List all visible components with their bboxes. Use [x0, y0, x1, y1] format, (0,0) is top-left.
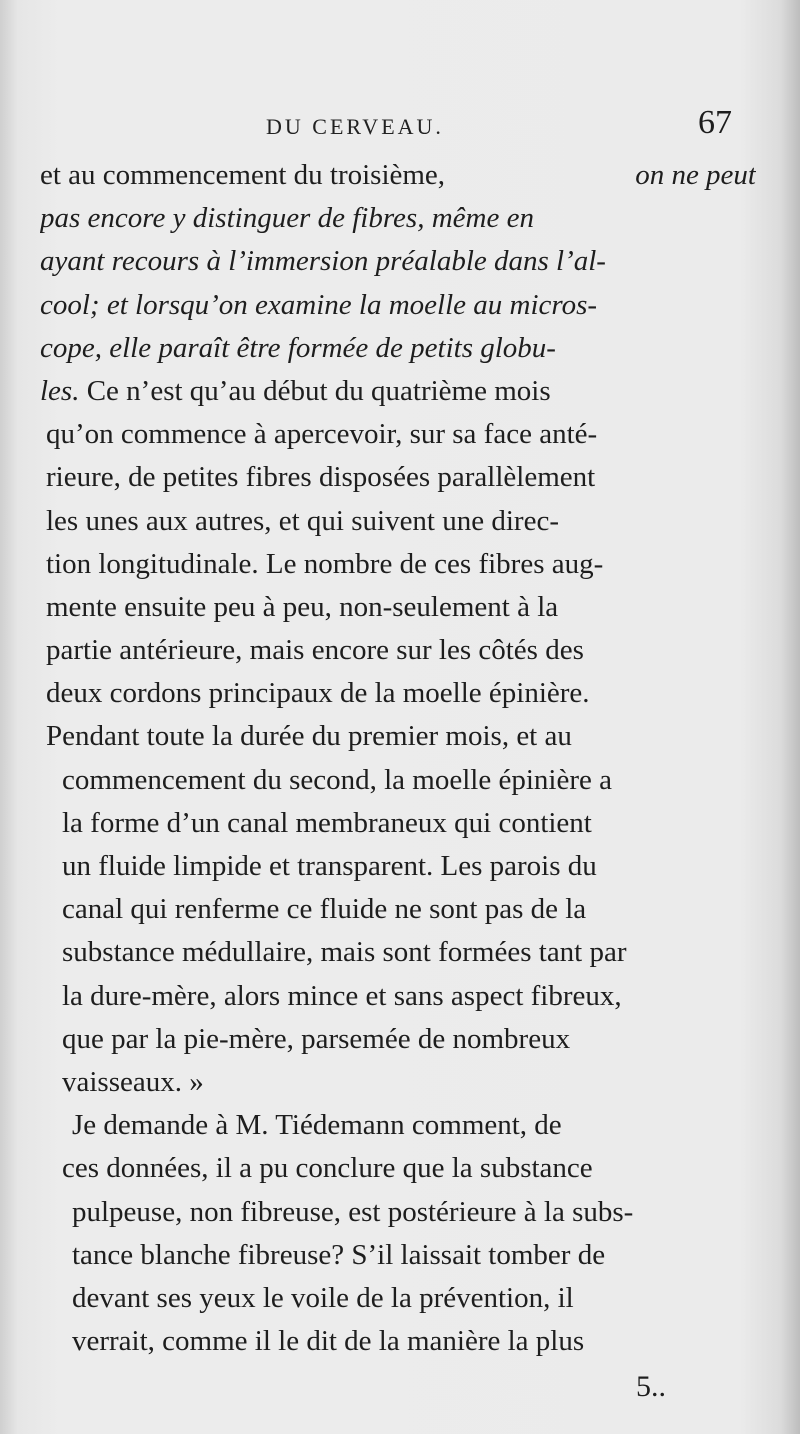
- text-line: la forme d’un canal membraneux qui contient: [62, 806, 592, 839]
- text-line: pas encore y distinguer de fibres, même en: [40, 202, 534, 235]
- text-line: tance blanche fibreuse? S’il laissait tomber de: [72, 1238, 606, 1271]
- paragraph-start-line: Je demande à M. Tiédemann comment, de: [72, 1109, 562, 1142]
- text-line: mente ensuite peu à peu, non-seulement à la: [46, 590, 559, 623]
- text-line: cool; et lorsqu’on examine la moelle au micros-: [40, 288, 598, 321]
- body-text: [40, 154, 756, 1363]
- text-line: cope, elle paraît être formée de petits globu-: [40, 331, 556, 364]
- text-line: verrait, comme il le dit de la manière la plus: [72, 1325, 585, 1358]
- running-head: DU CERVEAU.: [266, 114, 444, 139]
- text-line: ayant recours à l’immersion préalable dans l’al-: [40, 245, 606, 278]
- page-number: 67: [698, 104, 732, 141]
- text-line: devant ses yeux le voile de la prévention, il: [72, 1281, 574, 1314]
- text-line: partie antérieure, mais encore sur les côtés des: [46, 634, 584, 667]
- text-line: pulpeuse, non fibreuse, est postérieure à la subs-: [72, 1195, 634, 1228]
- text-line: les. Ce n’est qu’au début du quatrième mois: [40, 374, 551, 407]
- text-line: rieure, de petites fibres disposées parallèlement: [46, 461, 596, 494]
- text-line: ces données, il a pu conclure que la substance: [62, 1152, 593, 1185]
- text-line: tion longitudinale. Le nombre de ces fibres aug-: [46, 547, 604, 580]
- text-line: qu’on commence à apercevoir, sur sa face anté-: [46, 418, 598, 451]
- text-line: Pendant toute la durée du premier mois, et au: [46, 720, 572, 753]
- page-header: [0, 104, 800, 148]
- text-line: deux cordons principaux de la moelle épinière.: [46, 677, 590, 710]
- text-line: la dure-mère, alors mince et sans aspect fibreux,: [62, 979, 622, 1012]
- text-line: canal qui renferme ce fluide ne sont pas de la: [62, 893, 587, 926]
- text-line: vaisseaux. »: [62, 1065, 204, 1098]
- text-line: et au commencement du troisième, on ne peut: [40, 159, 756, 191]
- text-line: commencement du second, la moelle épinière a: [62, 763, 612, 796]
- text-line: que par la pie-mère, parsemée de nombreux: [62, 1022, 571, 1055]
- text-line: un fluide limpide et transparent. Les parois du: [62, 850, 597, 882]
- text-line: les unes aux autres, et qui suivent une direc-: [46, 504, 559, 537]
- signature-mark: 5..: [636, 1370, 666, 1403]
- text-line: substance médullaire, mais sont formées tant par: [62, 936, 627, 969]
